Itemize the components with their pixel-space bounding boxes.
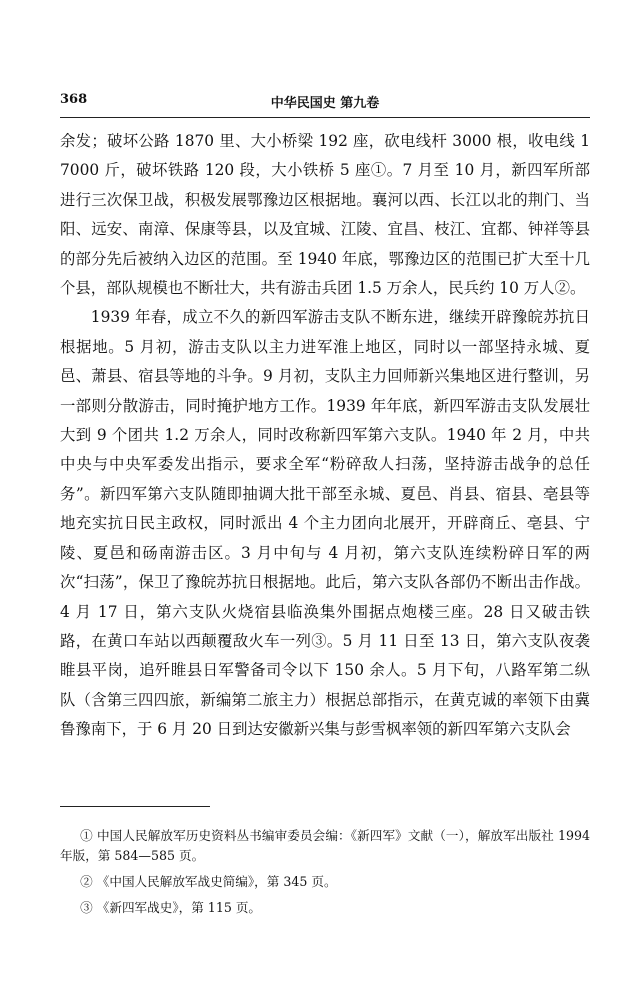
page-number: 368 <box>60 92 88 107</box>
header-rule <box>60 117 590 118</box>
page-header <box>60 92 590 118</box>
footnotes <box>60 826 590 924</box>
footnote-3: ③ 《新四军战史》，第 115 页。 <box>80 900 262 915</box>
body-text <box>60 127 590 745</box>
paragraph-2: 1939 年春，成立不久的新四军游击支队不断东进，继续开辟豫皖苏抗日根据地。5 月初，游击支队以主力进军淮上地区，同时以一部坚持永城、夏邑、萧县、宿县等地的斗争。9 月初，支队主力回师新兴集地区进行整训，另一部则分散游击，同时掩护地方工作。1939 年年底，新四军游击支队发展壮大到 9 个团共 1.2 万余人，同时改称新四军第六支队。1940 年 2 月，中共中央与中央军委发出指示，要求全军“粉碎敌人扫荡，坚持游击战争的总任务”。新四军第六支队随即抽调大批干部至永城、夏邑、肖县、宿县、亳县等地充实抗日民主政权，同时派出 4 个主力团向北展开，开辟商丘、亳县、宁陵、夏邑和砀南游击区。3 月中旬与 4 月初，第六支队连续粉碎日军的两次“扫荡”，保卫了豫皖苏抗日根据地。此后，第六支队各部仍不断出击作战。4 月 17 日，第六支队火烧宿县临涣集外围据点炮楼三座。28 日又破击铁路，在黄口车站以西颠覆敌火车一列③。5 月 11 日至 13 日，第六支队夜袭睢县平岗，追歼睢县日军警备司令以下 150 余人。5 月下旬，八路军第二纵队（含第三四四旅，新编第二旅主力）根据总部指示，在黄克诚的率领下由冀鲁豫南下，于 6 月 20 日到达安徽新兴集与彭雪枫率领的新四军第六支队会 <box>60 308 590 739</box>
footnote-rule <box>60 806 210 807</box>
footnote-2: ② 《中国人民解放军战史简编》，第 345 页。 <box>80 874 337 889</box>
running-title: 中华民国史 第九卷 <box>270 96 380 111</box>
footnote-1: ① 中国人民解放军历史资料丛书编审委员会编：《新四军》文献（一），解放军出版社 1994 年版，第 584—585 页。 <box>60 828 590 863</box>
paragraph-1: 余发；破坏公路 1870 里、大小桥梁 192 座，砍电线杆 3000 根，收电线 17000 斤，破坏铁路 120 段，大小铁桥 5 座①。7 月至 10 月，新四军所部进行三次保卫战，积极发展鄂豫边区根据地。襄河以西、长江以北的荆门、当阳、远安、南漳、保康等县，以及宜城、江陵、宜昌、枝江、宜都、钟祥等县的部分先后被纳入边区的范围。至 1940 年底，鄂豫边区的范围已扩大至十几个县，部队规模也不断壮大，共有游击兵团 1.5 万余人，民兵约 10 万人②。 <box>60 132 590 298</box>
